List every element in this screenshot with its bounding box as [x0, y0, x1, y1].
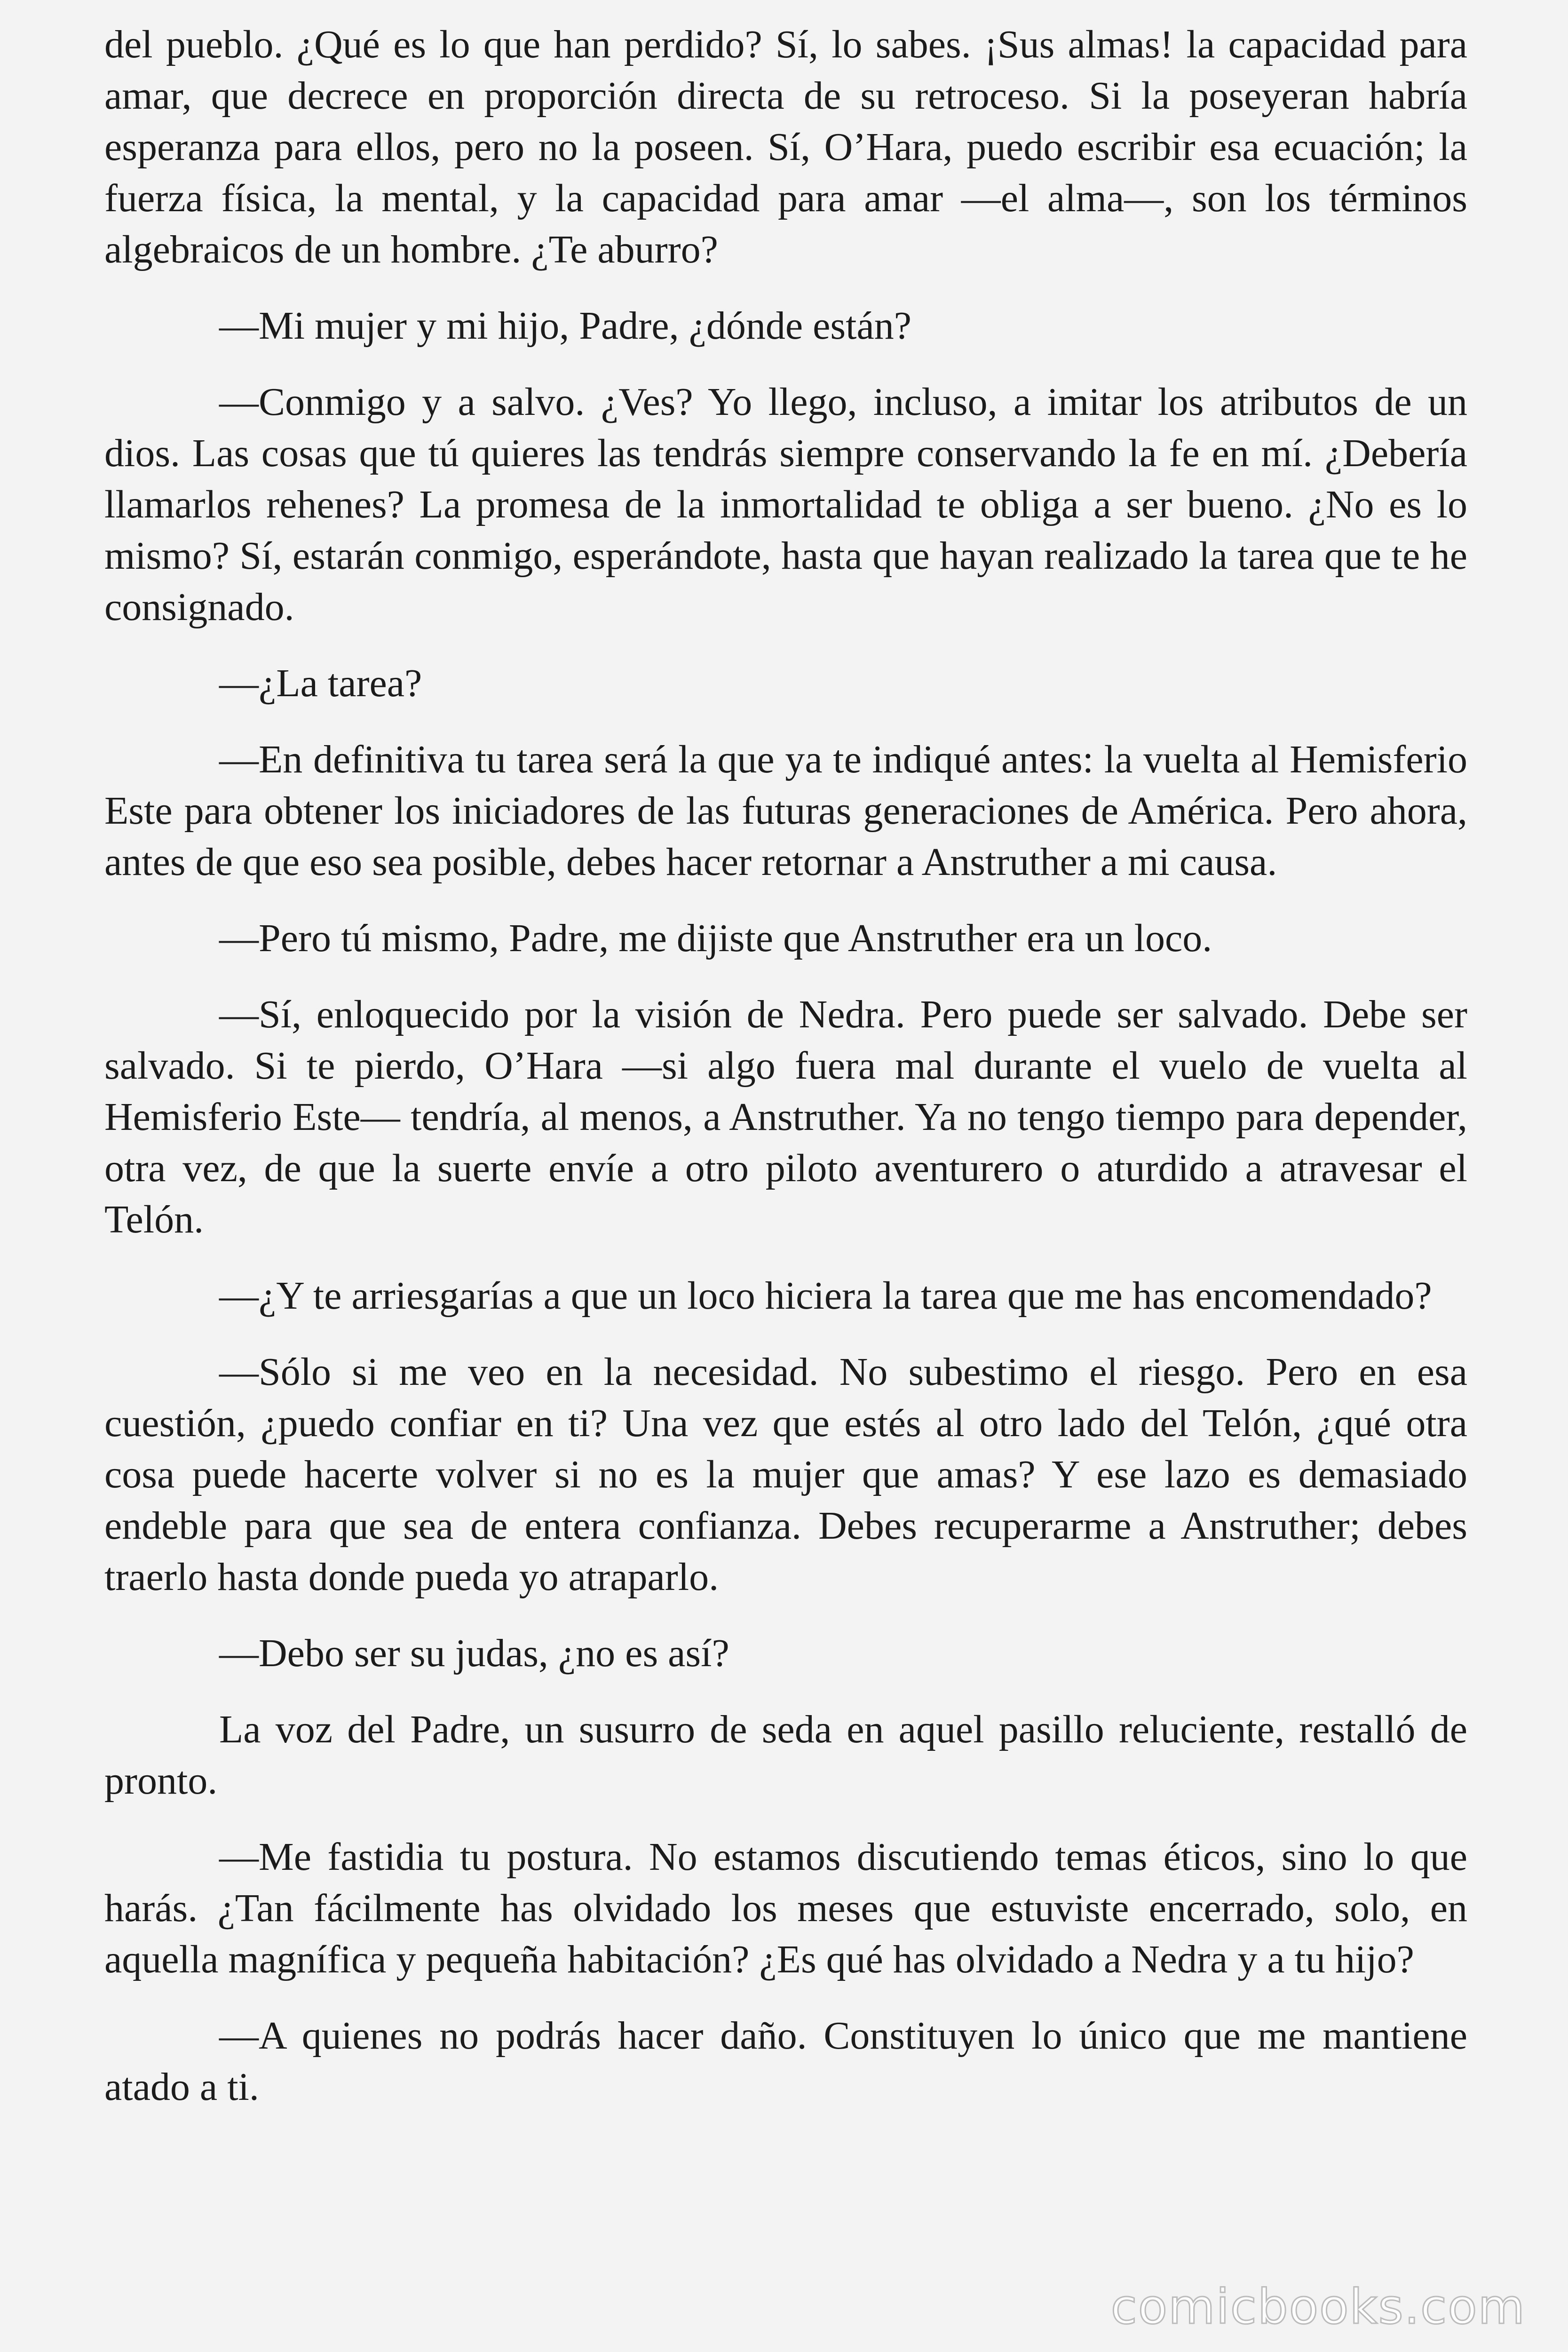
paragraph: —En definitiva tu tarea será la que ya te indiqué antes: la vuelta al Hemisferio Este para obtener los iniciadores de las futuras generaciones de América. Pero ahora, antes de que eso sea posible, debes hacer retornar a Anstruther a mi causa. — [104, 738, 1467, 884]
paragraph: del pueblo. ¿Qué es lo que han perdido? Sí, lo sabes. ¡Sus almas! la capacidad para amar, que decrece en proporción directa de su retroceso. Si la poseyeran habría esperanza para ellos, pero no la poseen. Sí, O’Hara, puedo escribir esa ecuación; la fuerza física, la mental, y la capacidad para amar —el alma—, son los términos algebraicos de un hombre. ¿Te aburro? — [104, 23, 1467, 271]
paragraph: —Sí, enloquecido por la visión de Nedra. Pero puede ser salvado. Debe ser salvado. Si te pierdo, O’Hara —si algo fuera mal durante el vuelo de vuelta al Hemisferio Este— tendría, al menos, a Anstruther. Ya no tengo tiempo para depender, otra vez, de que la suerte envíe a otro piloto aventurero o aturdido a atravesar el Telón. — [104, 993, 1467, 1241]
paragraph: —Conmigo y a salvo. ¿Ves? Yo llego, incluso, a imitar los atributos de un dios. Las cosas que tú quieres las tendrás siempre conservando la fe en mí. ¿Debería llamarlos rehenes? La promesa de la inmortalidad te obliga a ser bueno. ¿No es lo mismo? Sí, estarán conmigo, esperándote, hasta que hayan realizado la tarea que te he consignado. — [104, 380, 1467, 629]
paragraph: —¿Y te arriesgarías a que un loco hiciera la tarea que me has encomendado? — [219, 1274, 1432, 1318]
paragraph: —Me fastidia tu postura. No estamos discutiendo temas éticos, sino lo que harás. ¿Tan fácilmente has olvidado los meses que estuviste encerrado, solo, en aquella magnífica y pequeña habitación? ¿Es qué has olvidado a Nedra y a tu hijo? — [104, 1835, 1467, 1981]
body-text — [104, 19, 1467, 2113]
paragraph: La voz del Padre, un susurro de seda en aquel pasillo reluciente, restalló de pronto. — [104, 1708, 1467, 1803]
paragraph: —A quienes no podrás hacer daño. Constituyen lo único que me mantiene atado a ti. — [104, 2014, 1467, 2109]
paragraph: —Sólo si me veo en la necesidad. No subestimo el riesgo. Pero en esa cuestión, ¿puedo confiar en ti? Una vez que estés al otro lado del Telón, ¿qué otra cosa puede hacerte volver si no es la mujer que amas? Y ese lazo es demasiado endeble para que sea de entera confianza. Debes recuperarme a Anstruther; debes traerlo hasta donde pueda yo atraparlo. — [104, 1350, 1467, 1599]
watermark-logo: comicbooks.com — [1110, 2279, 1526, 2335]
paragraph: —Mi mujer y mi hijo, Padre, ¿dónde están? — [219, 304, 912, 348]
paragraph: —¿La tarea? — [219, 661, 422, 705]
paragraph: —Debo ser su judas, ¿no es así? — [219, 1631, 729, 1675]
paragraph: —Pero tú mismo, Padre, me dijiste que Anstruther era un loco. — [219, 916, 1212, 960]
